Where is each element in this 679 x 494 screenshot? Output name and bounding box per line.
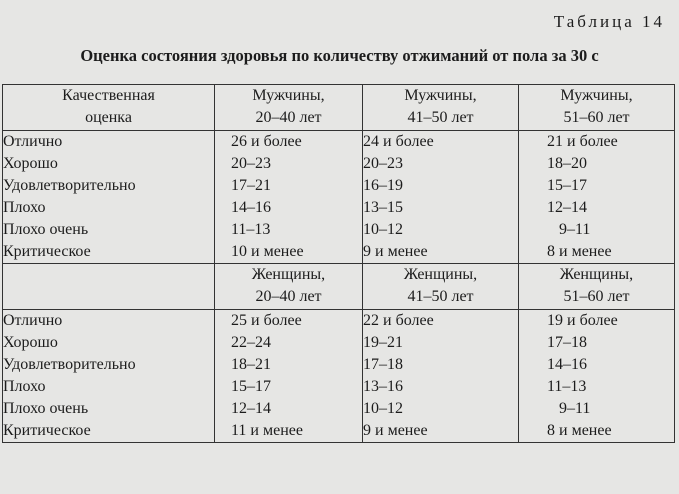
header-age: 51–60 лет (563, 288, 630, 305)
value-cell: 8 и менее (547, 422, 612, 439)
value-cell (547, 398, 674, 420)
header-label: Мужчины, (252, 87, 325, 104)
value-text: 9–11 (559, 221, 591, 238)
header-men-20-40 (215, 85, 363, 131)
value-text: 9–11 (559, 400, 591, 417)
women-20-40-values (215, 310, 363, 443)
header-age: 20–40 лет (255, 109, 322, 126)
header-empty (3, 264, 215, 310)
header-women-51-60 (519, 264, 675, 310)
men-51-60-values (519, 131, 675, 264)
value-cell: 10–12 (363, 221, 403, 238)
value-cell: 15–17 (547, 177, 587, 194)
value-cell: 10 и менее (231, 243, 304, 260)
header-label: Мужчины, (404, 87, 477, 104)
header-quality (3, 85, 215, 131)
category-item: Плохо (3, 378, 46, 395)
fitness-table (2, 84, 675, 443)
value-cell: 24 и более (363, 133, 434, 150)
women-41-50-values (363, 310, 519, 443)
value-cell: 12–14 (547, 199, 587, 216)
men-body-row (3, 131, 675, 264)
value-cell: 17–21 (231, 177, 271, 194)
category-item: Плохо очень (3, 221, 89, 238)
header-label: Женщины, (559, 266, 634, 283)
category-item: Удовлетворительно (3, 356, 136, 373)
value-cell: 9 и менее (363, 422, 428, 439)
category-column (3, 131, 215, 264)
category-item: Хорошо (3, 155, 58, 172)
men-header-row (3, 85, 675, 131)
header-label: Мужчины, (560, 87, 633, 104)
value-cell: 9 и менее (363, 243, 428, 260)
men-20-40-values (215, 131, 363, 264)
value-cell: 19–21 (363, 334, 403, 351)
header-quality-line: оценка (85, 109, 132, 126)
women-header-row (3, 264, 675, 310)
category-column (3, 310, 215, 443)
value-cell: 18–20 (547, 155, 587, 172)
value-cell: 16–19 (363, 177, 403, 194)
table-caption: Оценка состояния здоровья по количеству отжиманий от пола за 30 с (80, 46, 599, 65)
category-item: Критическое (3, 422, 91, 439)
category-item: Удовлетворительно (3, 177, 136, 194)
value-cell: 21 и более (547, 133, 618, 150)
value-cell: 11–13 (547, 378, 587, 395)
header-men-41-50 (363, 85, 519, 131)
value-cell: 13–16 (363, 378, 403, 395)
table-number: Таблица 14 (553, 12, 665, 31)
women-51-60-values (519, 310, 675, 443)
header-label: Женщины, (251, 266, 326, 283)
category-item: Плохо очень (3, 400, 89, 417)
value-cell: 20–23 (231, 155, 271, 172)
category-item: Отлично (3, 312, 63, 329)
header-women-20-40 (215, 264, 363, 310)
value-cell: 20–23 (363, 155, 403, 172)
value-cell: 8 и менее (547, 243, 612, 260)
value-cell: 11 и менее (231, 422, 303, 439)
header-age: 20–40 лет (255, 288, 322, 305)
category-item: Критическое (3, 243, 91, 260)
header-age: 51–60 лет (563, 109, 630, 126)
value-cell: 13–15 (363, 199, 403, 216)
category-item: Хорошо (3, 334, 58, 351)
value-cell (547, 219, 674, 241)
category-item: Отлично (3, 133, 63, 150)
value-cell: 11–13 (231, 221, 271, 238)
header-label: Женщины, (403, 266, 478, 283)
header-quality-line: Качественная (62, 87, 155, 104)
value-cell: 15–17 (231, 378, 271, 395)
value-cell: 17–18 (363, 356, 403, 373)
category-item: Плохо (3, 199, 46, 216)
value-cell: 14–16 (547, 356, 587, 373)
value-cell: 10–12 (363, 400, 403, 417)
value-cell: 26 и более (231, 133, 302, 150)
value-cell: 12–14 (231, 400, 271, 417)
value-cell: 14–16 (231, 199, 271, 216)
value-cell: 25 и более (231, 312, 302, 329)
header-age: 41–50 лет (407, 109, 474, 126)
header-men-51-60 (519, 85, 675, 131)
men-41-50-values (363, 131, 519, 264)
header-age: 41–50 лет (407, 288, 474, 305)
value-cell: 19 и более (547, 312, 618, 329)
women-body-row (3, 310, 675, 443)
value-cell: 22 и более (363, 312, 434, 329)
value-cell: 17–18 (547, 334, 587, 351)
value-cell: 18–21 (231, 356, 271, 373)
value-cell: 22–24 (231, 334, 271, 351)
header-women-41-50 (363, 264, 519, 310)
